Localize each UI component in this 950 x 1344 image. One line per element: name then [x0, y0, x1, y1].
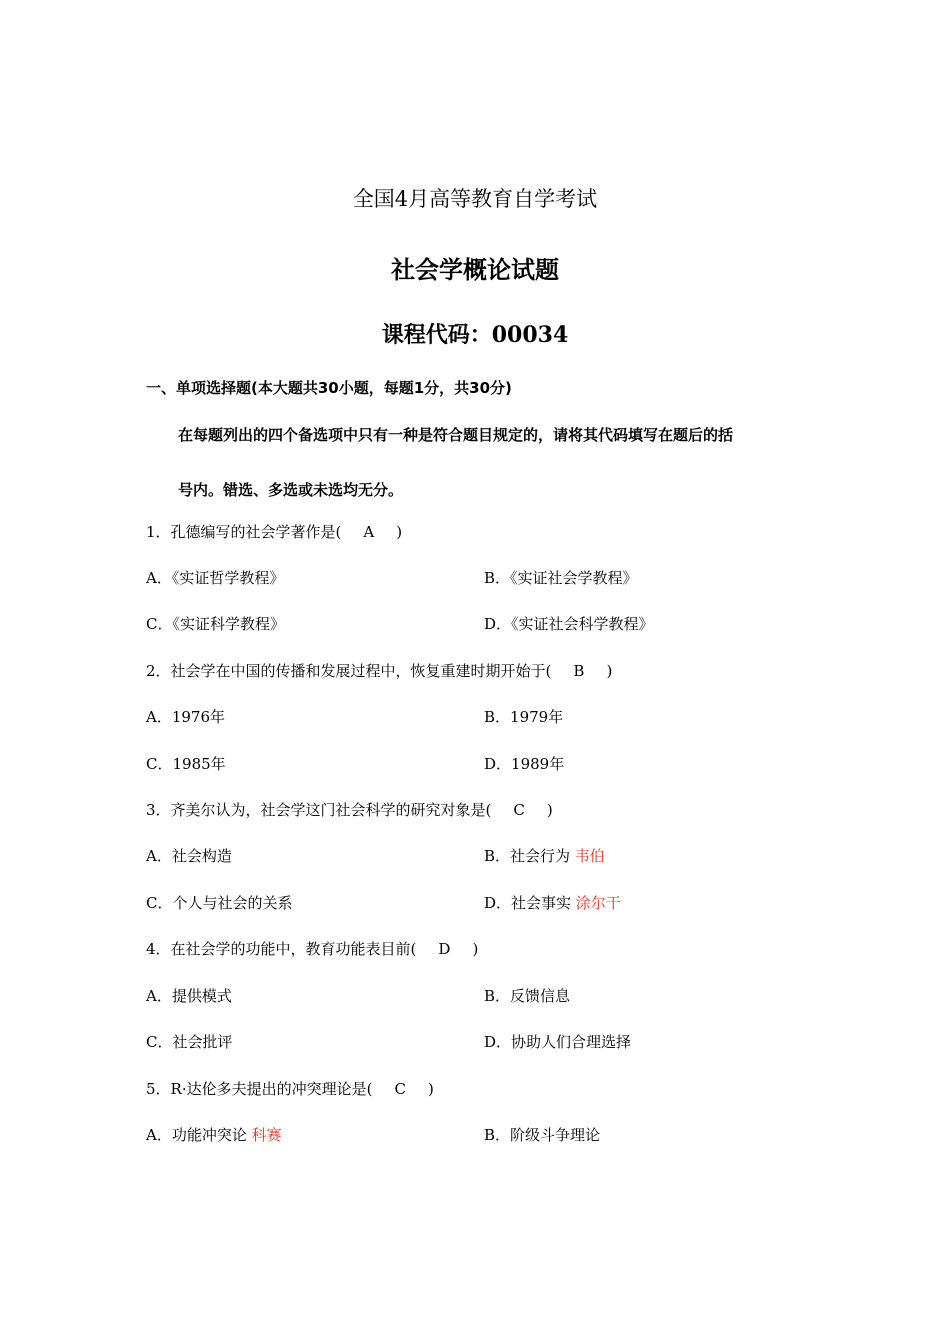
question-stem-text: 2．社会学在中国的传播和发展过程中，恢复重建时期开始于( [146, 662, 552, 680]
q1-option-b [484, 567, 638, 588]
option-label: A．提供模式 [146, 987, 232, 1005]
question-answer: C [513, 801, 525, 819]
option-label: A．1976年 [146, 708, 226, 726]
question-close-paren: ) [546, 801, 553, 819]
option-label: D．《实证社会科学教程》 [484, 615, 654, 633]
question-stem-text: 5．R·达伦多夫提出的冲突理论是( [146, 1080, 373, 1098]
instruction-line-2: 号内。错选、多选或未选均无分。 [178, 481, 404, 499]
option-label: C．《实证科学教程》 [146, 615, 285, 633]
exam-title: 全国4月高等教育自学考试 [352, 187, 598, 211]
question-1-stem [146, 521, 402, 542]
question-5-stem [146, 1078, 434, 1099]
q5-option-a [146, 1124, 282, 1145]
q3-option-d [484, 892, 621, 913]
q4-option-c [146, 1031, 232, 1052]
option-label: C．1985年 [146, 755, 226, 773]
question-close-paren: ) [396, 523, 403, 541]
q3-option-a [146, 845, 232, 866]
option-label: C．个人与社会的关系 [146, 894, 293, 912]
option-label: A．功能冲突论 [146, 1126, 252, 1144]
q4-option-a [146, 985, 232, 1006]
option-label: C．社会批评 [146, 1033, 233, 1051]
option-label: D．1989年 [484, 755, 565, 773]
option-label: D．社会事实 [484, 894, 576, 912]
question-close-paren: ) [427, 1080, 434, 1098]
question-answer: A [363, 523, 375, 541]
question-close-paren: ) [472, 940, 479, 958]
question-4-stem [146, 938, 478, 959]
q2-option-a [146, 706, 225, 727]
question-answer: C [394, 1080, 406, 1098]
question-2-stem [146, 660, 612, 681]
q3-option-b [484, 845, 605, 866]
option-label: B．反馈信息 [484, 987, 571, 1005]
option-label: B．社会行为 [484, 847, 575, 865]
handwritten-note: 科赛 [251, 1126, 282, 1144]
question-stem-text: 4．在社会学的功能中，教育功能表目前( [146, 940, 417, 958]
q1-option-d [484, 613, 654, 634]
question-close-paren: ) [606, 662, 613, 680]
q2-option-b [484, 706, 563, 727]
q2-option-c [146, 753, 226, 774]
instruction-line-1: 在每题列出的四个备选项中只有一种是符合题目规定的，请将其代码填写在题后的括 [178, 426, 734, 444]
question-stem-text: 1．孔德编写的社会学著作是( [146, 523, 342, 541]
handwritten-note: 韦伯 [574, 847, 605, 865]
q1-option-c [146, 613, 285, 634]
option-label: B．1979年 [484, 708, 564, 726]
q5-option-b [484, 1124, 600, 1145]
q4-option-b [484, 985, 570, 1006]
question-answer: D [438, 940, 451, 958]
option-label: A．社会构造 [146, 847, 232, 865]
section-title: 一、单项选择题(本大题共30小题，每题1分，共30分) [146, 379, 512, 397]
question-stem-text: 3．齐美尔认为，社会学这门社会科学的研究对象是( [146, 801, 492, 819]
option-label: B．阶级斗争理论 [484, 1126, 601, 1144]
course-code: 课程代码：00034 [381, 322, 569, 348]
option-label: A．《实证哲学教程》 [146, 569, 285, 587]
q4-option-d [484, 1031, 631, 1052]
subject-title: 社会学概论试题 [391, 255, 559, 284]
q1-option-a [146, 567, 284, 588]
question-3-stem [146, 799, 553, 820]
question-answer: B [573, 662, 585, 680]
q2-option-d [484, 753, 564, 774]
option-label: B．《实证社会学教程》 [484, 569, 638, 587]
q3-option-c [146, 892, 292, 913]
option-label: D．协助人们合理选择 [484, 1033, 632, 1051]
handwritten-note: 涂尔干 [575, 894, 621, 912]
